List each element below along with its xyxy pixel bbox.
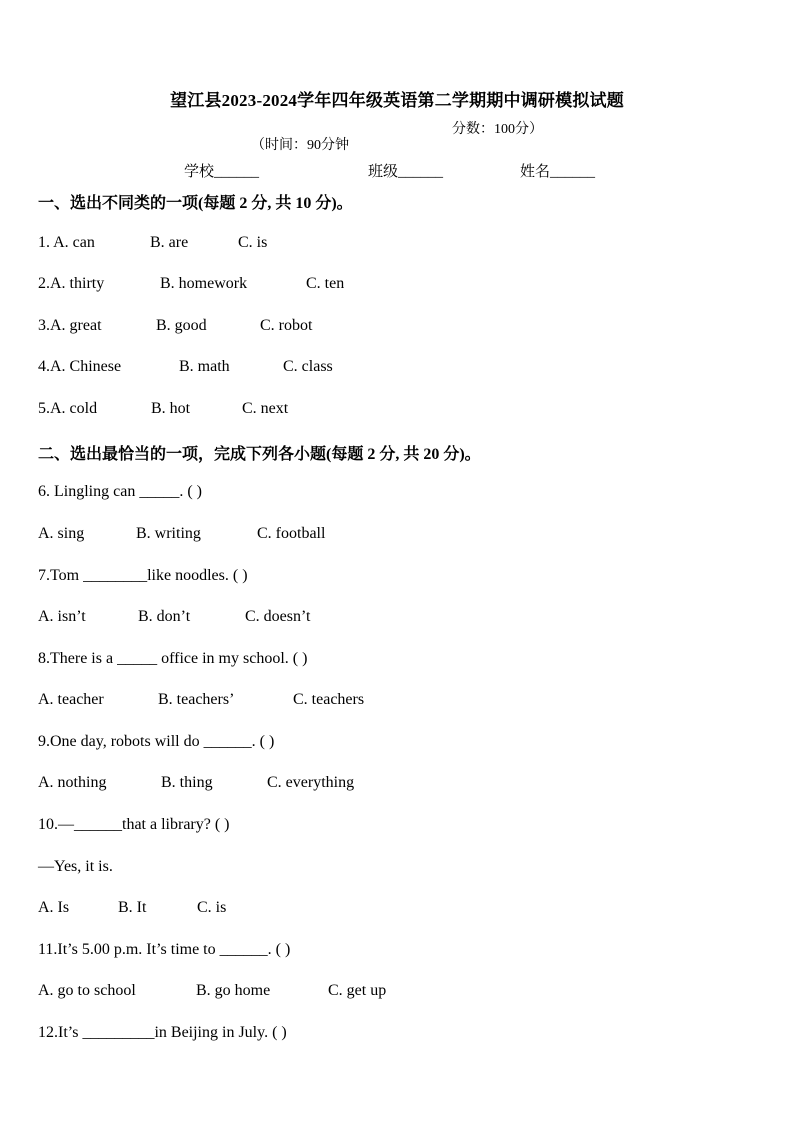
q7-option-a: A. isn’t	[38, 608, 86, 625]
q9-option-b: B. thing	[161, 774, 213, 791]
q2-option-a: 2.A. thirty	[38, 275, 105, 292]
school-field: 学校______	[184, 164, 260, 180]
q10-option-b: B. It	[118, 899, 147, 916]
q8-option-c: C. teachers	[293, 691, 365, 708]
question-9-stem: 9.One day, robots will do ______. ( )	[38, 733, 275, 750]
q11-option-b: B. go home	[196, 982, 271, 999]
q5-option-a: 5.A. cold	[38, 400, 98, 417]
question-5	[38, 400, 288, 418]
section-1-heading: 一、选出不同类的一项(每题 2 分, 共 10 分)。	[38, 195, 353, 212]
q4-option-b: B. math	[179, 358, 230, 375]
section-2-heading: 二、选出最恰当的一项，完成下列各小题(每题 2 分, 共 20 分)。	[38, 446, 481, 463]
q2-option-b: B. homework	[160, 275, 248, 292]
q9-option-a: A. nothing	[38, 774, 107, 791]
q6-option-c: C. football	[257, 525, 326, 542]
question-3	[38, 317, 312, 335]
q4-option-c: C. class	[283, 358, 333, 375]
question-10-options	[38, 899, 226, 917]
class-field: 班级______	[368, 164, 444, 180]
question-12-stem: 12.It’s _________in Beijing in July. ( )	[38, 1024, 287, 1041]
question-8-options	[38, 691, 364, 709]
q3-option-b: B. good	[156, 317, 207, 334]
question-10-response: —Yes, it is.	[38, 858, 113, 875]
q6-option-b: B. writing	[136, 525, 201, 542]
q6-option-a: A. sing	[38, 525, 85, 542]
question-8-stem: 8.There is a _____ office in my school. ( )	[38, 650, 308, 667]
question-6-options	[38, 525, 325, 543]
name-field: 姓名______	[520, 164, 596, 180]
q3-option-a: 3.A. great	[38, 317, 102, 334]
exam-score: 分数：100分）	[452, 122, 543, 137]
q5-option-b: B. hot	[151, 400, 191, 417]
q1-option-a: 1. A. can	[38, 234, 95, 251]
q1-option-b: B. are	[150, 234, 189, 251]
exam-title: 望江县2023-2024学年四年级英语第二学期期中调研模拟试题	[170, 91, 624, 110]
question-4	[38, 358, 333, 376]
question-7-options	[38, 608, 310, 626]
q8-option-b: B. teachers’	[158, 691, 235, 708]
question-11-stem: 11.It’s 5.00 p.m. It’s time to ______. ( )	[38, 941, 291, 958]
q2-option-c: C. ten	[306, 275, 345, 292]
question-9-options	[38, 774, 354, 792]
question-7-stem: 7.Tom ________like noodles. ( )	[38, 567, 248, 584]
q11-option-a: A. go to school	[38, 982, 136, 999]
q10-option-c: C. is	[197, 899, 227, 916]
q4-option-a: 4.A. Chinese	[38, 358, 122, 375]
question-6-stem: 6. Lingling can _____. ( )	[38, 483, 202, 500]
q9-option-c: C. everything	[267, 774, 355, 791]
q3-option-c: C. robot	[260, 317, 313, 334]
question-1	[38, 234, 267, 252]
q7-option-c: C. doesn’t	[245, 608, 311, 625]
question-11-options	[38, 982, 386, 1000]
q11-option-c: C. get up	[328, 982, 387, 999]
question-10-stem: 10.—______that a library? ( )	[38, 816, 230, 833]
q7-option-b: B. don’t	[138, 608, 191, 625]
exam-time: （时间：90分钟	[251, 138, 349, 153]
q10-option-a: A. Is	[38, 899, 70, 916]
question-2	[38, 275, 344, 293]
q8-option-a: A. teacher	[38, 691, 104, 708]
q5-option-c: C. next	[242, 400, 289, 417]
q1-option-c: C. is	[238, 234, 268, 251]
